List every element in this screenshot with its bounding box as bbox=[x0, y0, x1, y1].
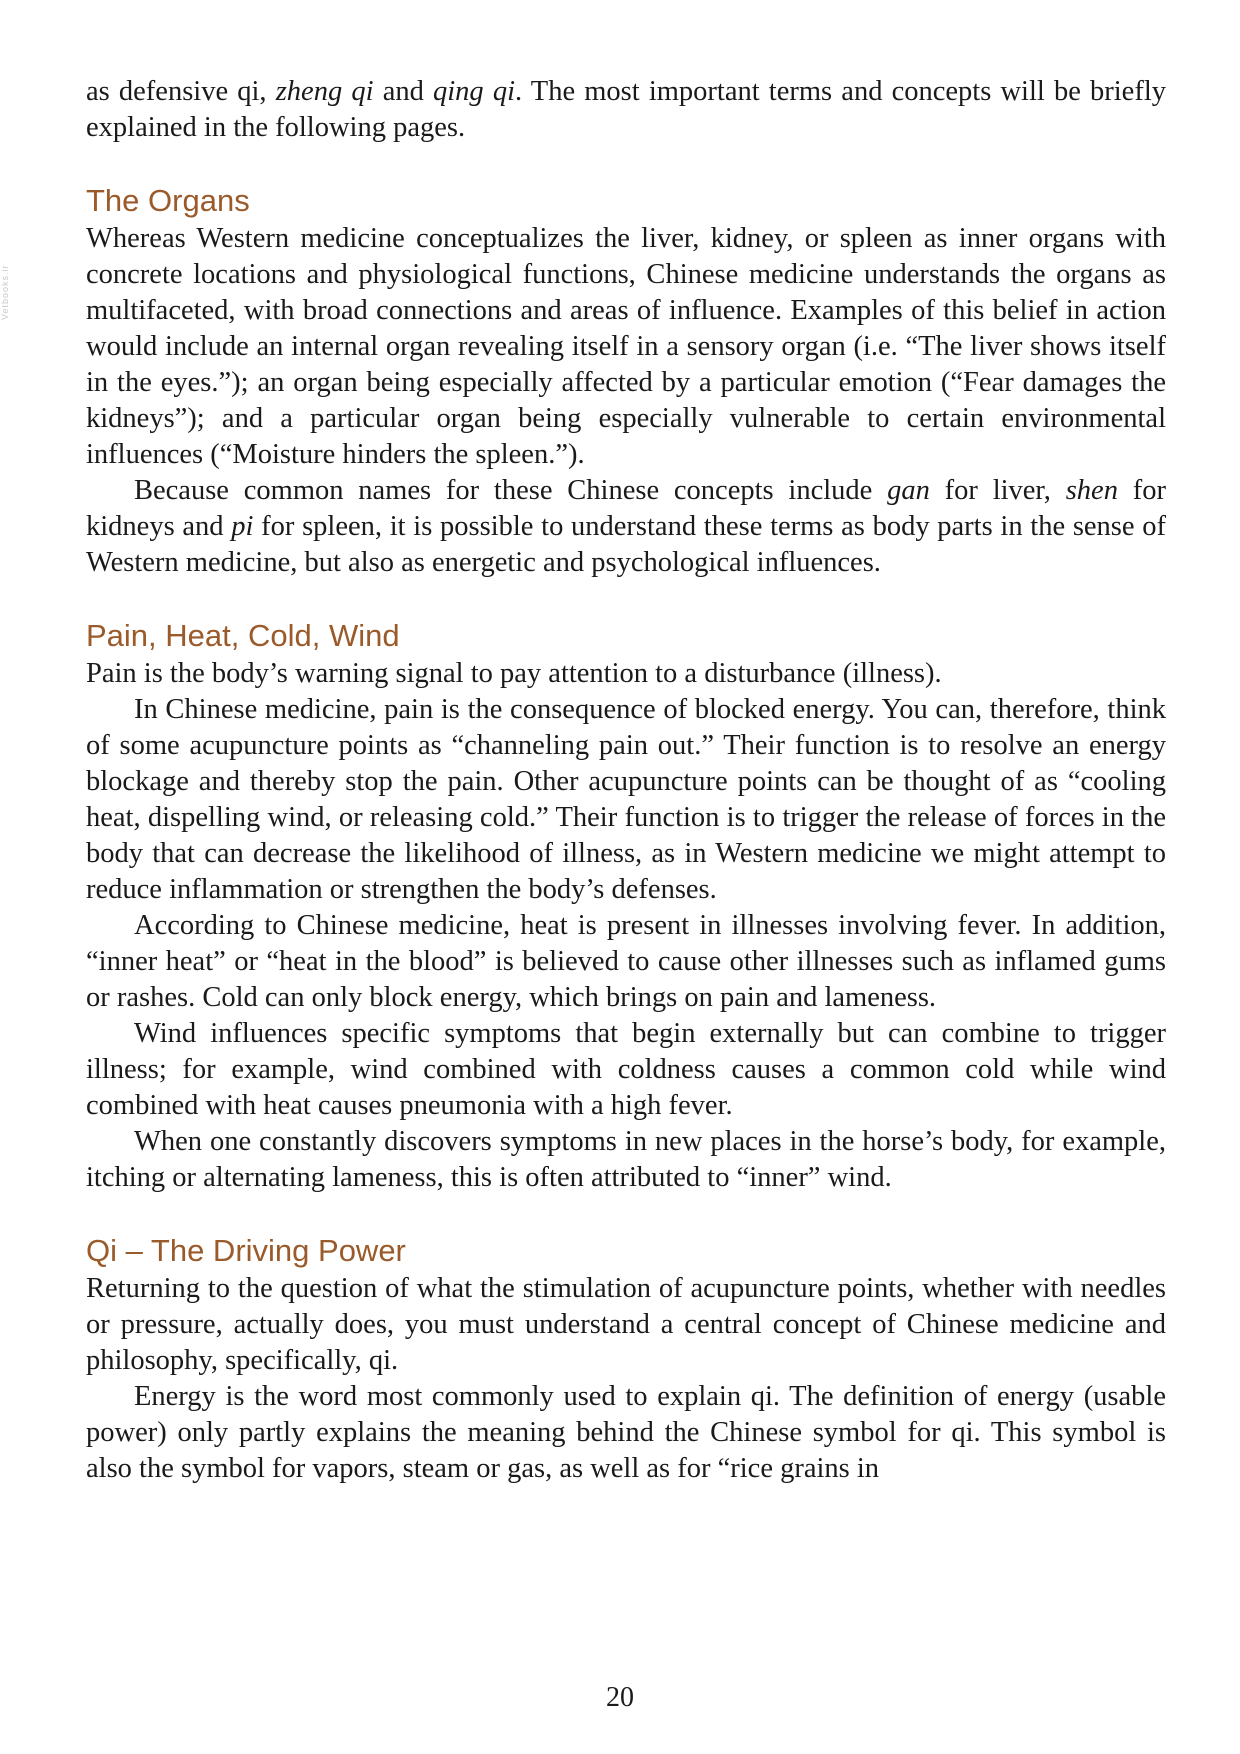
organs-paragraph-1: Whereas Western medicine conceptualizes the liver, kidney, or spleen as inner organs with concrete locations and physiological functions, Chinese medicine understands the organs as multifaceted, with broad connections and areas of influence. Examples of this belief in action would include an internal organ revealing itself in a sensory organ (i.e. “The liver shows itself in the eyes.”); an organ being especially affected by a particular emotion (“Fear damages the kidneys”); and a particular organ being especially vulnerable to certain environmental influences (“Moisture hinders the spleen.”). bbox=[86, 223, 1166, 470]
qi-paragraph-2: Energy is the word most commonly used to explain qi. The definition of energy (usable power) only partly explains the meaning behind the Chinese symbol for qi. This symbol is also the symbol for vapors, steam or gas, as well as for “rice grains in bbox=[86, 1381, 1166, 1484]
page-number: 20 bbox=[606, 1682, 634, 1713]
text-span: for liver, bbox=[929, 475, 1066, 506]
organs-paragraph-2 bbox=[86, 473, 1166, 581]
page-content bbox=[86, 74, 1166, 1487]
pain-paragraph-2: In Chinese medicine, pain is the consequence of blocked energy. You can, therefore, think of some acupuncture points as “channeling pain out.” Their function is to resolve an energy blockage and thereby stop the pain. Other acupuncture points can be thought of as “cooling heat, dispelling wind, or releasing cold.” Their function is to trigger the release of forces in the body that can decrease the likelihood of illness, as in Western medicine we might attempt to reduce inflammation or strengthen the body’s defenses. bbox=[86, 694, 1166, 905]
text-span: and bbox=[373, 76, 434, 107]
text-span: as defensive qi, bbox=[86, 76, 276, 107]
pain-paragraph-4: Wind influences specific symptoms that begin externally but can combine to trigger illness; for example, wind combined with coldness causes a common cold while wind combined with heat causes pneumonia with a high fever. bbox=[86, 1018, 1166, 1121]
intro-paragraph bbox=[86, 74, 1166, 146]
text-span: for kidneys and bbox=[86, 475, 1167, 542]
section-heading-organs: The Organs bbox=[86, 183, 250, 218]
section-heading-qi: Qi – The Driving Power bbox=[86, 1233, 406, 1268]
text-span: for spleen, it is possible to understand these terms as body parts in the sense of Western medicine, but also as energetic and psychological influences. bbox=[86, 511, 1167, 578]
italic-term: pi bbox=[231, 511, 254, 542]
watermark: Vetbooks.ir bbox=[0, 264, 10, 320]
italic-term: shen bbox=[1065, 475, 1118, 506]
text-span: . The most important terms and concepts will be briefly explained in the following pages. bbox=[86, 76, 1166, 143]
italic-term: zheng qi bbox=[275, 76, 374, 107]
section-heading-pain: Pain, Heat, Cold, Wind bbox=[86, 618, 400, 653]
text-span: Because common names for these Chinese concepts include bbox=[134, 475, 888, 506]
italic-term: qing qi bbox=[433, 76, 516, 107]
italic-term: gan bbox=[887, 475, 930, 506]
qi-paragraph-1: Returning to the question of what the stimulation of acupuncture points, whether with needles or pressure, actually does, you must understand a central concept of Chinese medicine and philosophy, specifically, qi. bbox=[86, 1273, 1166, 1376]
pain-paragraph-1: Pain is the body’s warning signal to pay attention to a disturbance (illness). bbox=[86, 658, 942, 689]
pain-paragraph-5: When one constantly discovers symptoms in new places in the horse’s body, for example, itching or alternating lameness, this is often attributed to “inner” wind. bbox=[86, 1126, 1166, 1193]
pain-paragraph-3: According to Chinese medicine, heat is present in illnesses involving fever. In addition, “inner heat” or “heat in the blood” is believed to cause other illnesses such as inflamed gums or rashes. Cold can only block energy, which brings on pain and lameness. bbox=[86, 910, 1166, 1013]
